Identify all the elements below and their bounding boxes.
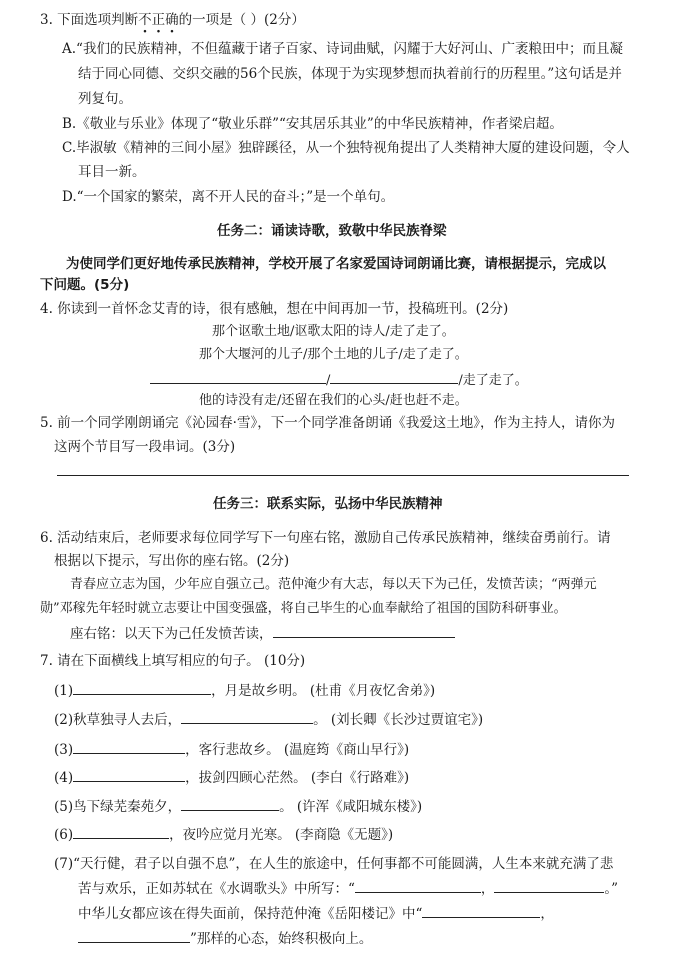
q6-line1: 6. 活动结束后，老师要求每位同学写下一句座右铭，激励自己传承民族精神，继续奋勇前行。请 <box>40 530 611 546</box>
q7-item-6-rest: ，夜吟应觉月光寒。 (李商隐《无题》) <box>169 827 394 843</box>
q7-item-7-line3-start: 中华儿女都应该在得失面前，保持范仲淹《岳阳楼记》中“ <box>78 906 423 922</box>
q7-item-3-blank[interactable] <box>73 739 185 754</box>
q7-item-1-blank[interactable] <box>73 680 211 695</box>
q7-item-7-line1: (7)“天行健，君子以自强不息”，在人生的旅途中，任何事都不可能圆满，人生本来就充满了悲 <box>54 856 614 872</box>
q4-poem-line4: 他的诗没有走/还留在我们的心头/赶也赶不走。 <box>199 393 468 408</box>
q7-item-4 <box>54 767 409 788</box>
q4-poem-sep: / <box>326 373 331 388</box>
q7-item-6-num: (6) <box>54 827 74 843</box>
q4-stem: 4. 你读到一首怀念艾青的诗，很有感触，想在中间再加一节，投稿班刊。(2分) <box>40 301 509 317</box>
q3-option-a-line2: 结于同心同德、交织交融的56个民族，体现于为实现梦想而执着前行的历程里。”这句话是并 <box>78 66 622 82</box>
q4-blank-2[interactable] <box>330 369 458 384</box>
q5-line1: 5. 前一个同学刚朗诵完《沁园春·雪》，下一个同学准备朗诵《我爱这土地》，作为主持人，请你为 <box>40 415 615 431</box>
q7-item-7-line2 <box>78 878 618 899</box>
q7-item-7-blank-3[interactable] <box>422 903 540 918</box>
q7-item-7-blank-1[interactable] <box>355 878 481 893</box>
q3-stem-dot1: 不 <box>138 12 152 28</box>
q7-item-1-rest: ，月是故乡明。 (杜甫《月夜忆舍弟》) <box>211 683 436 699</box>
q7-item-7-line3 <box>78 903 554 924</box>
q7-item-4-num: (4) <box>54 770 74 786</box>
q7-item-5-rest: 。 (许浑《咸阳城东楼》) <box>279 799 423 815</box>
task3-title: 任务三：联系实际，弘扬中华民族精神 <box>213 496 443 512</box>
q4-poem-line3 <box>150 369 528 391</box>
q4-poem-line2: 那个大堰河的儿子/那个土地的儿子/走了走了。 <box>199 347 468 362</box>
q6-line2: 根据以下提示，写出你的座右铭。(2分) <box>54 553 290 569</box>
q7-item-7-line4 <box>78 928 372 949</box>
q5-line2: 这两个节目写一段串词。(3分) <box>54 439 236 455</box>
q4-poem-end: /走了走了。 <box>458 373 528 388</box>
q4-blank-1[interactable] <box>150 369 326 384</box>
q3-option-b: B.《敬业与乐业》体现了“敬业乐群”“安其居乐其业”的中华民族精神，作者梁启超。 <box>62 116 563 132</box>
q3-option-c-line2: 耳目一新。 <box>78 164 146 180</box>
q3-stem-dot2: 正 <box>151 12 166 28</box>
q7-item-3 <box>54 739 409 760</box>
q6-motto <box>70 623 455 644</box>
q7-item-1-num: (1) <box>54 683 74 699</box>
task2-intro-line2: 下问题。(5分) <box>40 277 130 293</box>
q6-motto-label: 座右铭：以天下为己任发愤苦读， <box>70 626 273 642</box>
q3-stem <box>40 10 305 30</box>
q7-item-7-line3-end: ， <box>540 906 554 922</box>
q6-hint-line1: 青春应立志为国，少年应自强立己。范仲淹少有大志，每以天下为己任，发愤苦读；“两弹元 <box>70 577 597 592</box>
q7-item-2 <box>54 709 483 730</box>
q7-item-7-blank-4[interactable] <box>78 928 190 943</box>
q3-option-d: D.“一个国家的繁荣，离不开人民的奋斗；”是一个单句。 <box>62 189 395 205</box>
task2-title: 任务二：诵读诗歌，致敬中华民族脊梁 <box>217 223 447 239</box>
q3-stem-b: 的一项是（ ）(2分） <box>178 12 305 28</box>
q5-answer-line[interactable] <box>57 475 629 476</box>
q7-item-4-rest: ，拔剑四顾心茫然。 (李白《行路难》) <box>185 770 410 786</box>
q7-item-7-line2-end: 。” <box>604 881 619 897</box>
q7-item-7-blank-2[interactable] <box>494 878 604 893</box>
q7-item-6-blank[interactable] <box>73 824 169 839</box>
q3-stem-dot3: 确 <box>165 12 179 28</box>
q7-item-6 <box>54 824 393 845</box>
q3-stem-a: 3. 下面选项判断 <box>40 12 139 28</box>
q7-item-7-line4-end: ”那样的心态，始终积极向上。 <box>190 931 373 947</box>
q7-item-7-line2-start: 苦与欢乐，正如苏轼在《水调歌头》中所写：“ <box>78 881 355 897</box>
q7-stem: 7. 请在下面横线上填写相应的句子。 (10分) <box>40 653 306 669</box>
q7-item-2-blank[interactable] <box>181 709 313 724</box>
q7-item-3-rest: ，客行悲故乡。 (温庭筠《商山早行》) <box>185 742 410 758</box>
q7-item-2-rest: 。 (刘长卿《长沙过贾谊宅》) <box>313 712 484 728</box>
q7-item-5-blank[interactable] <box>181 796 279 811</box>
q7-item-7-line2-mid: ， <box>480 881 495 897</box>
q7-item-1 <box>54 680 435 701</box>
q3-option-a-line3: 列复句。 <box>78 91 132 107</box>
q6-motto-blank[interactable] <box>273 623 455 638</box>
q3-option-a-line1: A.“我们的民族精神，不但蕴藏于诸子百家、诗词曲赋，闪耀于大好河山、广袤粮田中；而且凝 <box>62 41 623 57</box>
q4-poem-line1: 那个讴歌土地/讴歌太阳的诗人/走了走了。 <box>212 324 455 339</box>
q7-item-4-blank[interactable] <box>73 767 185 782</box>
q7-item-3-num: (3) <box>54 742 74 758</box>
task2-intro-line1: 为使同学们更好地传承民族精神，学校开展了名家爱国诗词朗诵比赛，请根据提示，完成以 <box>66 256 606 272</box>
q7-item-5-start: (5)鸟下绿芜秦苑夕， <box>54 799 182 815</box>
q3-option-c-line1: C.毕淑敏《精神的三间小屋》独辟蹊径，从一个独特视角提出了人类精神大厦的建设问题，令人 <box>62 140 630 156</box>
q6-hint-line2: 勋”邓稼先年轻时就立志要让中国变强盛，将自己毕生的心血奉献给了祖国的国防科研事业。 <box>40 601 567 616</box>
q7-item-2-start: (2)秋草独寻人去后， <box>54 712 182 728</box>
q7-item-5 <box>54 796 422 817</box>
